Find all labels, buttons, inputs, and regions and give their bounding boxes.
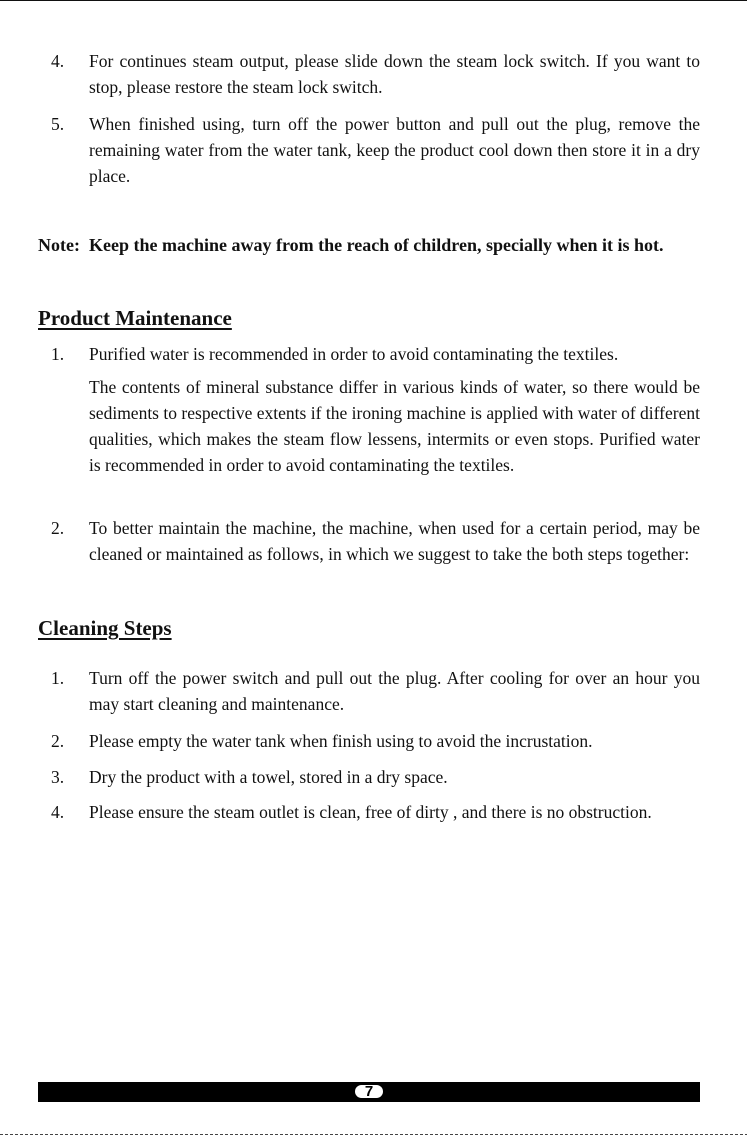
cleaning-step-text: Turn off the power switch and pull out the plug. After cooling for over an hour you may start cleaning and maintenance. bbox=[89, 668, 700, 714]
instruction-number: 4. bbox=[51, 51, 65, 71]
cleaning-step-3 bbox=[38, 764, 700, 790]
maintenance-item-2 bbox=[38, 515, 700, 567]
cleaning-step-number: 2. bbox=[51, 731, 65, 751]
cleaning-step-text: Dry the product with a towel, stored in a dry space. bbox=[89, 767, 448, 787]
cleaning-step-4 bbox=[38, 799, 700, 825]
cleaning-step-number: 4. bbox=[51, 802, 65, 822]
cleaning-steps-heading: Cleaning Steps bbox=[38, 616, 172, 640]
cleaning-step-1 bbox=[38, 665, 700, 717]
safety-note bbox=[38, 232, 700, 258]
note-text: Keep the machine away from the reach of children, specially when it is hot. bbox=[89, 235, 664, 255]
cleaning-step-text: Please ensure the steam outlet is clean, free of dirty , and there is no obstruction. bbox=[89, 802, 652, 822]
cleaning-step-number: 3. bbox=[51, 767, 65, 787]
instruction-item-4 bbox=[38, 48, 700, 100]
maintenance-number: 2. bbox=[51, 518, 65, 538]
note-label: Note: bbox=[38, 235, 80, 255]
maintenance-detail-paragraph: The contents of mineral substance differ in various kinds of water, so there would be sediments to respective extents if the ironing machine is applied with water of different qualities, which makes the steam flow lessens, intermits or even stops. Purified water is recommended in order to avoid contaminating the textiles. bbox=[89, 377, 700, 475]
instruction-text: For continues steam output, please slide down the steam lock switch. If you want to stop, please restore the steam lock switch. bbox=[89, 51, 700, 97]
bottom-rule bbox=[0, 1134, 747, 1135]
product-maintenance-heading: Product Maintenance bbox=[38, 306, 232, 330]
instruction-text: When finished using, turn off the power button and pull out the plug, remove the remaining water from the water tank, keep the product cool down then store it in a dry place. bbox=[89, 114, 700, 186]
cleaning-step-2 bbox=[38, 728, 700, 754]
maintenance-text: To better maintain the machine, the machine, when used for a certain period, may be cleaned or maintained as follows, in which we suggest to take the both steps together: bbox=[89, 518, 700, 564]
instruction-number: 5. bbox=[51, 114, 65, 134]
page-number-badge: 7 bbox=[353, 1083, 385, 1100]
maintenance-number: 1. bbox=[51, 344, 65, 364]
cleaning-step-text: Please empty the water tank when finish using to avoid the incrustation. bbox=[89, 731, 593, 751]
top-rule bbox=[0, 0, 747, 1]
maintenance-item-1 bbox=[38, 341, 700, 367]
cleaning-step-number: 1. bbox=[51, 668, 65, 688]
maintenance-text: Purified water is recommended in order to avoid contaminating the textiles. bbox=[89, 344, 619, 364]
instruction-item-5 bbox=[38, 111, 700, 189]
